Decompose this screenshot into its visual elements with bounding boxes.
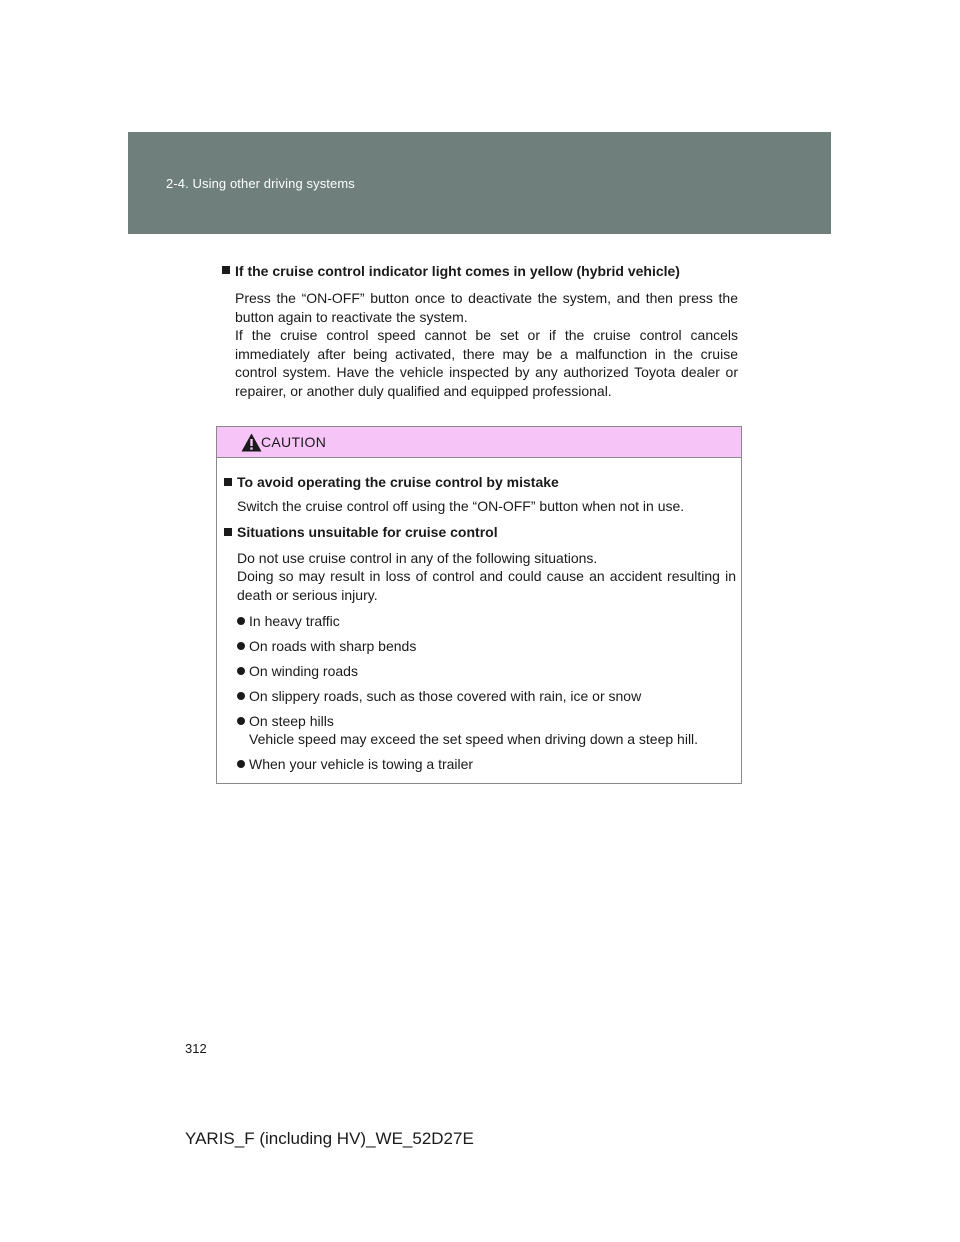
dot-bullet-icon — [237, 642, 245, 650]
list-item-text: When your vehicle is towing a trailer — [249, 756, 474, 772]
caution-text-2a: Do not use cruise control in any of the following situations. — [237, 549, 598, 566]
info-heading-text: If the cruise control indicator light comes in yellow (hybrid vehicle) — [235, 263, 680, 279]
caution-heading-1 — [223, 473, 736, 491]
list-item — [223, 662, 736, 680]
info-section — [222, 261, 738, 400]
list-item-text: On slippery roads, such as those covered with rain, ice or snow — [249, 688, 642, 704]
page-number: 312 — [185, 1041, 207, 1056]
list-item-note: Vehicle speed may exceed the set speed when driving down a steep hill. — [249, 731, 699, 747]
info-paragraph-2: If the cruise control speed cannot be set or if the cruise control cancels immediately after being activated, there may be a malfunction in the cruise control system. Have the vehicle inspected by any authorized Toyota dealer or repairer, or another duly qualified and equipped professional. — [235, 327, 738, 399]
caution-header — [217, 427, 741, 458]
section-header-band — [128, 132, 831, 234]
caution-box — [216, 426, 742, 784]
list-item-text: On winding roads — [249, 663, 358, 679]
info-paragraph-1: Press the “ON-OFF” button once to deactivate the system, and then press the button again to reactivate the system. — [235, 290, 738, 325]
caution-heading-2-text: Situations unsuitable for cruise control — [237, 523, 498, 540]
caution-title: CAUTION — [261, 434, 327, 450]
dot-bullet-icon — [237, 667, 245, 675]
list-item — [223, 712, 736, 748]
dot-bullet-icon — [237, 692, 245, 700]
list-item — [223, 637, 736, 655]
info-paragraph — [222, 289, 738, 400]
list-item — [223, 687, 736, 705]
warning-triangle-icon — [241, 433, 262, 452]
section-title: 2-4. Using other driving systems — [166, 176, 355, 191]
info-heading — [222, 261, 738, 281]
list-item — [223, 612, 736, 630]
list-item-text: On roads with sharp bends — [249, 638, 417, 654]
caution-body — [217, 458, 741, 773]
square-bullet-icon — [222, 266, 230, 274]
dot-bullet-icon — [237, 717, 245, 725]
square-bullet-icon — [224, 478, 232, 486]
square-bullet-icon — [224, 528, 232, 536]
dot-bullet-icon — [237, 760, 245, 768]
caution-heading-2 — [223, 523, 736, 541]
caution-text-2b: Doing so may result in loss of control and could cause an accident resulting in death or serious injury. — [237, 568, 736, 603]
caution-text-2 — [223, 549, 736, 605]
caution-heading-1-text: To avoid operating the cruise control by mistake — [237, 474, 559, 490]
list-item — [223, 755, 736, 773]
document-footer: YARIS_F (including HV)_WE_52D27E — [185, 1129, 474, 1148]
dot-bullet-icon — [237, 617, 245, 625]
list-item-text: In heavy traffic — [249, 613, 340, 629]
list-item-text: On steep hills — [249, 713, 334, 729]
caution-text-1: Switch the cruise control off using the “ON-OFF” button when not in use. — [237, 498, 685, 514]
